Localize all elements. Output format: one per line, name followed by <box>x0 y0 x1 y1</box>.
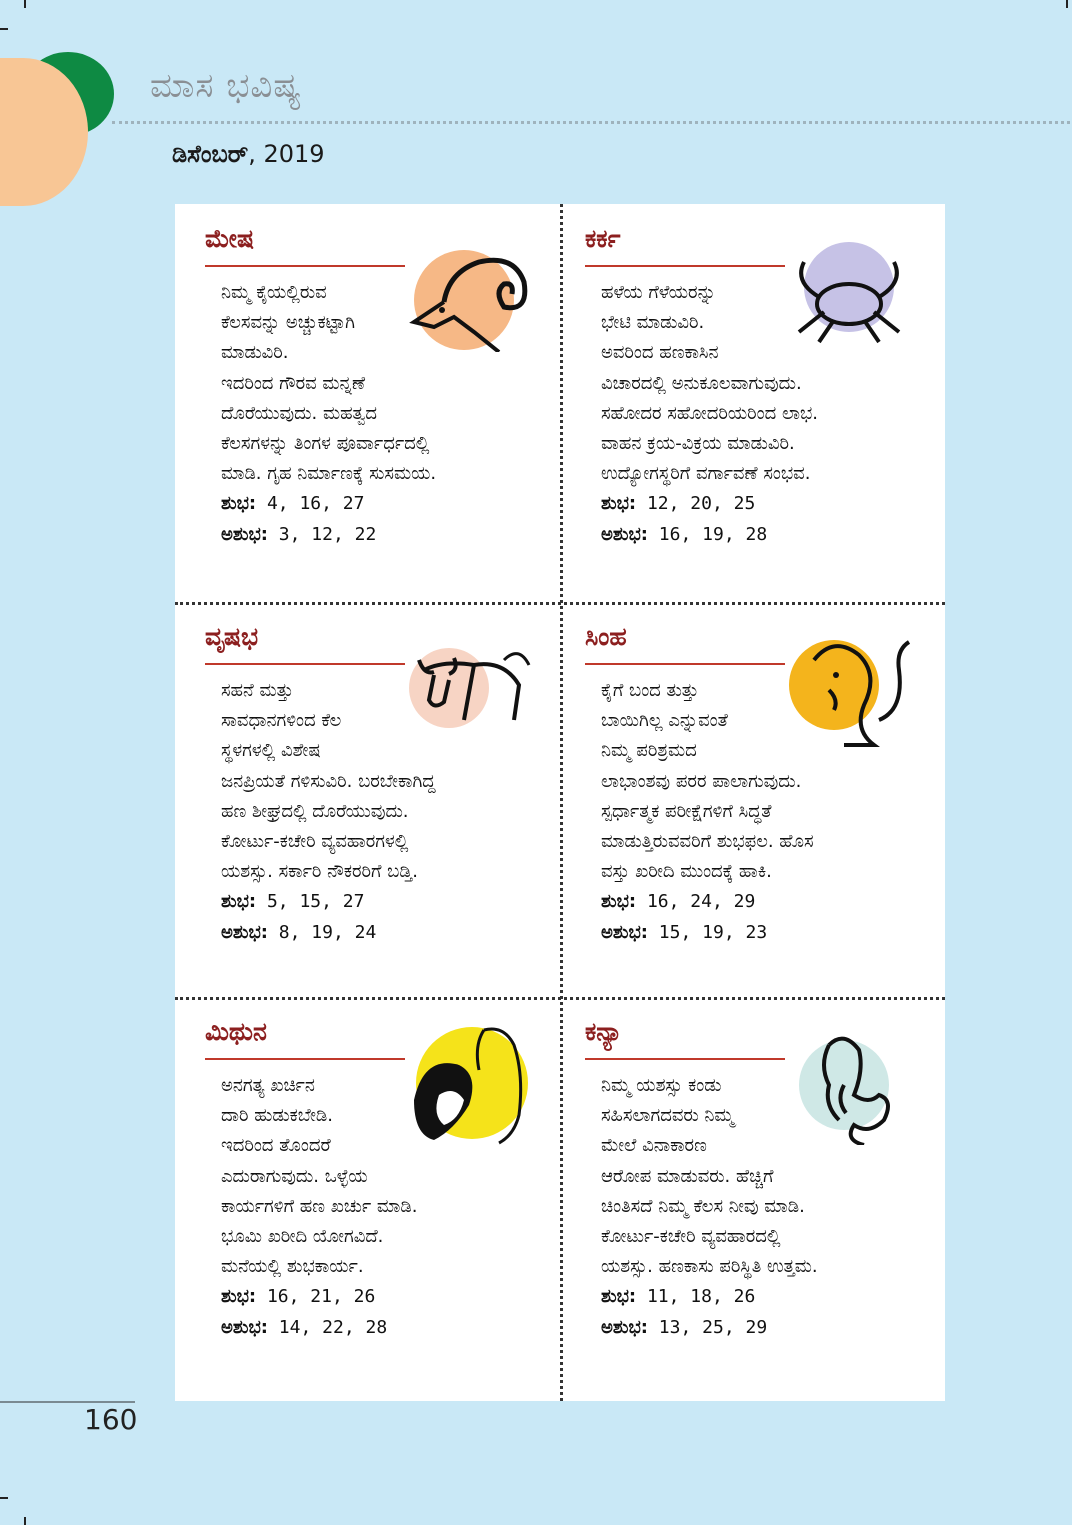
unlucky-days <box>221 918 541 948</box>
lucky-days <box>601 887 921 917</box>
text-line: ಅನಗತ್ಯ ಖರ್ಚಿನ <box>221 1075 315 1096</box>
text-line: ಮಾಡುತ್ತಿರುವವರಿಗೆ ಶುಭಫಲ. ಹೊಸ <box>601 831 814 853</box>
unlucky-days <box>601 520 921 550</box>
sign-name: ಕರ್ಕ <box>585 224 621 253</box>
unlucky-days <box>221 1313 541 1343</box>
lucky-label: ಶುಭ: <box>601 1286 637 1308</box>
lucky-values: 11, 18, 26 <box>646 1286 756 1308</box>
crop-mark <box>24 0 26 8</box>
text-line: ಉದ್ಯೋಗಸ್ಥರಿಗೆ ವರ್ಗಾವಣೆ ಸಂಭವ. <box>601 463 811 485</box>
text-line: ಕೆಲಸವನ್ನು ಅಚ್ಚುಕಟ್ಟಾಗಿ <box>221 312 355 334</box>
unlucky-days <box>601 1313 921 1343</box>
unlucky-values: 8, 19, 24 <box>278 921 377 943</box>
text-line: ಚಿಂತಿಸದೆ ನಿಮ್ಮ ಕೆಲಸ ನೀವು ಮಾಡಿ. <box>601 1195 805 1217</box>
unlucky-label: ಅಶುಭ: <box>221 523 268 545</box>
sign-underline <box>585 1058 785 1060</box>
text-line: ಬಾಯಿಗಿಲ್ಲ ಎನ್ನುವಂತೆ <box>601 710 728 732</box>
text-line: ವಾಹನ ಕ್ರಯ-ವಿಕ್ರಯ ಮಾಡುವಿರಿ. <box>601 433 795 455</box>
sign-description <box>221 278 541 550</box>
sign-underline <box>585 265 785 267</box>
sign-underline <box>585 663 785 665</box>
text-line: ಇದರಿಂದ ತೊಂದರೆ <box>221 1135 331 1157</box>
sign-card-vrishabha <box>175 602 545 982</box>
crop-mark <box>0 28 8 30</box>
text-line: ದಾರಿ ಹುಡುಕಬೇಡಿ. <box>221 1105 333 1127</box>
sign-description <box>601 676 921 948</box>
text-line: ಅವರಿಂದ ಹಣಕಾಸಿನ <box>601 342 719 364</box>
text-line: ಕಾರ್ಯಗಳಿಗೆ ಹಣ ಖರ್ಚು ಮಾಡಿ. <box>221 1195 418 1217</box>
text-line: ಕೈಗೆ ಬಂದ ತುತ್ತು <box>601 680 699 701</box>
sign-underline <box>205 1058 405 1060</box>
text-line: ಕೋರ್ಟು-ಕಚೇರಿ ವ್ಯವಹಾರದಲ್ಲಿ <box>601 1226 781 1248</box>
text-line: ಯಶಸ್ಸು. ಹಣಕಾಸು ಪರಿಸ್ಥಿತಿ ಉತ್ತಮ. <box>601 1256 818 1278</box>
text-line: ಯಶಸ್ಸು. ಸರ್ಕಾರಿ ನೌಕರರಿಗೆ ಬಡ್ತಿ. <box>221 861 418 883</box>
unlucky-days <box>601 918 921 948</box>
text-line: ಸಹನೆ ಮತ್ತು <box>221 680 294 701</box>
unlucky-label: ಅಶುಭ: <box>221 1316 268 1338</box>
text-line: ನಿಮ್ಮ ಪರಿಶ್ರಮದ <box>601 740 697 762</box>
unlucky-values: 15, 19, 23 <box>658 921 768 943</box>
header-divider <box>112 121 1070 124</box>
unlucky-values: 13, 25, 29 <box>658 1316 768 1338</box>
text-line: ಮನೆಯಲ್ಲಿ ಶುಭಕಾರ್ಯ. <box>221 1256 364 1278</box>
text-line: ಸಾವಧಾನಗಳಿಂದ ಕೆಲ <box>221 710 342 732</box>
sign-description <box>221 1071 541 1343</box>
lucky-days <box>601 489 921 519</box>
crop-mark <box>24 1517 26 1525</box>
text-line: ಭೂಮಿ ಖರೀದಿ ಯೋಗವಿದೆ. <box>221 1226 384 1248</box>
crop-mark <box>0 1497 8 1499</box>
unlucky-label: ಅಶುಭ: <box>601 523 648 545</box>
text-line: ದೊರೆಯುವುದು. ಮಹತ್ವದ <box>221 402 377 424</box>
unlucky-values: 3, 12, 22 <box>278 523 377 545</box>
text-line: ಭೇಟಿ ಮಾಡುವಿರಿ. <box>601 312 705 334</box>
sign-name: ಮೇಷ <box>205 224 254 253</box>
sign-card-karka <box>555 204 925 584</box>
lucky-values: 4, 16, 27 <box>266 493 365 515</box>
sign-card-mesha <box>175 204 545 584</box>
lucky-days <box>221 887 541 917</box>
text-line: ಎದುರಾಗುವುದು. ಒಳ್ಳೆಯ <box>221 1165 368 1187</box>
lucky-days <box>221 1282 541 1312</box>
sign-description <box>221 676 541 948</box>
page-number: 160 <box>84 1403 138 1436</box>
lucky-values: 5, 15, 27 <box>266 891 365 913</box>
lucky-label: ಶುಭ: <box>601 493 637 515</box>
sign-underline <box>205 663 405 665</box>
page-title: ಮಾಸ ಭವಿಷ್ಯ <box>150 66 303 106</box>
sign-underline <box>205 265 405 267</box>
text-line: ಹಳೆಯ ಗೆಳೆಯರನ್ನು <box>601 282 716 303</box>
unlucky-values: 16, 19, 28 <box>658 523 768 545</box>
text-line: ಕೆಲಸಗಳನ್ನು ತಿಂಗಳ ಪೂರ್ವಾರ್ಧದಲ್ಲಿ <box>221 433 430 455</box>
year: , 2019 <box>248 140 325 168</box>
lucky-values: 12, 20, 25 <box>646 493 756 515</box>
unlucky-label: ಅಶುಭ: <box>601 921 648 943</box>
lucky-values: 16, 24, 29 <box>646 891 756 913</box>
text-line: ಸಹೋದರ ಸಹೋದರಿಯರಿಂದ ಲಾಭ. <box>601 402 818 424</box>
text-line: ವಸ್ತು ಖರೀದಿ ಮುಂದಕ್ಕೆ ಹಾಕಿ. <box>601 861 772 883</box>
sign-card-simha <box>555 602 925 982</box>
unlucky-label: ಅಶುಭ: <box>601 1316 648 1338</box>
lucky-values: 16, 21, 26 <box>266 1286 376 1308</box>
text-line: ಸ್ಥಳಗಳಲ್ಲಿ ವಿಶೇಷ <box>221 740 321 762</box>
unlucky-days <box>221 520 541 550</box>
lucky-days <box>601 1282 921 1312</box>
lucky-label: ಶುಭ: <box>221 891 257 913</box>
text-line: ಮೇಲೆ ವಿನಾಕಾರಣ <box>601 1135 707 1157</box>
text-line: ಮಾಡಿ. ಗೃಹ ನಿರ್ಮಾಣಕ್ಕೆ ಸುಸಮಯ. <box>221 463 437 485</box>
sign-description <box>601 1071 921 1343</box>
unlucky-label: ಅಶುಭ: <box>221 921 268 943</box>
sign-name: ಸಿಂಹ <box>585 622 627 651</box>
month-label <box>172 140 325 168</box>
month-name: ಡಿಸೆಂಬರ್ <box>172 140 249 168</box>
sign-name: ವೃಷಭ <box>205 622 259 651</box>
sign-description <box>601 278 921 550</box>
text-line: ಲಾಭಾಂಶವು ಪರರ ಪಾಲಾಗುವುದು. <box>601 770 802 792</box>
text-line: ಜನಪ್ರಿಯತೆ ಗಳಿಸುವಿರಿ. ಬರಬೇಕಾಗಿದ್ದ <box>221 770 436 792</box>
text-line: ವಿಚಾರದಲ್ಲಿ ಅನುಕೂಲವಾಗುವುದು. <box>601 372 802 394</box>
lucky-label: ಶುಭ: <box>221 1286 257 1308</box>
text-line: ಸ್ಪರ್ಧಾತ್ಮಕ ಪರೀಕ್ಷೆಗಳಿಗೆ ಸಿದ್ಧತೆ <box>601 800 772 822</box>
crop-mark <box>1066 0 1068 8</box>
lucky-days <box>221 489 541 519</box>
lucky-label: ಶುಭ: <box>221 493 257 515</box>
sign-name: ಮಿಥುನ <box>205 1017 267 1046</box>
text-line: ಇದರಿಂದ ಗೌರವ ಮನ್ನಣೆ <box>221 372 366 394</box>
text-line: ಸಹಿಸಲಾಗದವರು ನಿಮ್ಮ <box>601 1105 734 1127</box>
text-line: ಆರೋಪ ಮಾಡುವರು. ಹೆಚ್ಚಿಗೆ <box>601 1165 774 1187</box>
text-line: ನಿಮ್ಮ ಕೈಯಲ್ಲಿರುವ <box>221 282 327 303</box>
sign-card-mithuna <box>175 997 545 1377</box>
text-line: ಹಣ ಶೀಘ್ರದಲ್ಲಿ ದೊರೆಯುವುದು. <box>221 800 409 822</box>
text-line: ಮಾಡುವಿರಿ. <box>221 342 289 364</box>
sign-card-kanya <box>555 997 925 1377</box>
sign-name: ಕನ್ಯಾ <box>585 1017 623 1046</box>
text-line: ಕೋರ್ಟು-ಕಚೇರಿ ವ್ಯವಹಾರಗಳಲ್ಲಿ <box>221 831 409 853</box>
lucky-label: ಶುಭ: <box>601 891 637 913</box>
unlucky-values: 14, 22, 28 <box>278 1316 388 1338</box>
text-line: ನಿಮ್ಮ ಯಶಸ್ಸು ಕಂಡು <box>601 1075 722 1096</box>
